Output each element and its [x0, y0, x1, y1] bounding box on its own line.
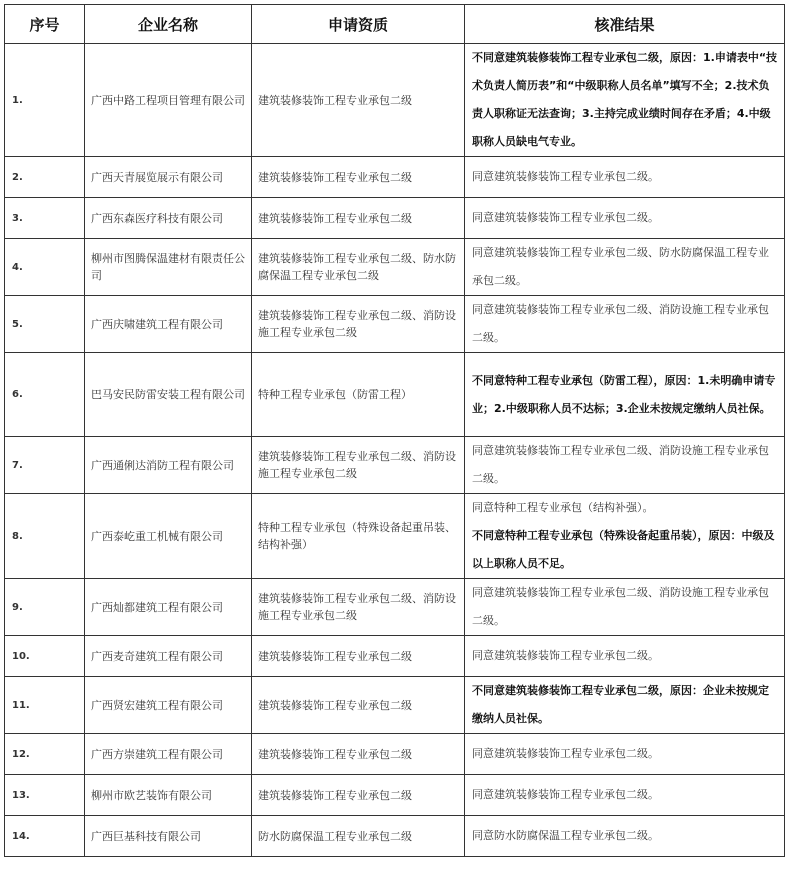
- applied-qualification: 建筑装修装饰工程专业承包二级: [252, 775, 465, 816]
- company-name: 广西方崇建筑工程有限公司: [85, 734, 252, 775]
- applied-qualification: 建筑装修装饰工程专业承包二级: [252, 636, 465, 677]
- table-row: [5, 579, 785, 636]
- applied-qualification: 建筑装修装饰工程专业承包二级、消防设施工程专业承包二级: [252, 296, 465, 353]
- applied-qualification: 特种工程专业承包（特殊设备起重吊装、结构补强）: [252, 494, 465, 579]
- applied-qualification: 建筑装修装饰工程专业承包二级: [252, 198, 465, 239]
- approval-result: 同意建筑装修装饰工程专业承包二级。: [465, 636, 785, 677]
- company-name: 巴马安民防雷安装工程有限公司: [85, 353, 252, 437]
- applied-qualification: 建筑装修装饰工程专业承包二级: [252, 734, 465, 775]
- row-number: 1.: [5, 44, 85, 157]
- applied-qualification: 建筑装修装饰工程专业承包二级: [252, 157, 465, 198]
- table-row: [5, 157, 785, 198]
- table-row: [5, 494, 785, 579]
- company-name: 广西庆啸建筑工程有限公司: [85, 296, 252, 353]
- company-name: 广西灿都建筑工程有限公司: [85, 579, 252, 636]
- result-rejected-text: 不同意特种工程专业承包（特殊设备起重吊装），原因：中级及以上职称人员不足。: [472, 529, 775, 570]
- applied-qualification: 建筑装修装饰工程专业承包二级: [252, 677, 465, 734]
- company-name: 广西贤宏建筑工程有限公司: [85, 677, 252, 734]
- row-number: 4.: [5, 239, 85, 296]
- approval-result: 同意建筑装修装饰工程专业承包二级。: [465, 157, 785, 198]
- approval-table: [4, 4, 785, 857]
- table-row: [5, 775, 785, 816]
- approval-result: 同意建筑装修装饰工程专业承包二级。: [465, 198, 785, 239]
- table-row: [5, 198, 785, 239]
- approval-result: [465, 494, 785, 579]
- approval-result: [465, 44, 785, 157]
- company-name: 广西泰屹重工机械有限公司: [85, 494, 252, 579]
- applied-qualification: 建筑装修装饰工程专业承包二级、防水防腐保温工程专业承包二级: [252, 239, 465, 296]
- applied-qualification: 特种工程专业承包（防雷工程）: [252, 353, 465, 437]
- company-name: 广西天青展览展示有限公司: [85, 157, 252, 198]
- row-number: 13.: [5, 775, 85, 816]
- table-row: [5, 296, 785, 353]
- applied-qualification: 建筑装修装饰工程专业承包二级、消防设施工程专业承包二级: [252, 579, 465, 636]
- company-name: 广西通俐达消防工程有限公司: [85, 437, 252, 494]
- table-row: [5, 734, 785, 775]
- table-row: [5, 353, 785, 437]
- result-rejected-text: 不同意特种工程专业承包（防雷工程），原因：1.未明确申请专业；2.中级职称人员不达标；3.企业未按规定缴纳人员社保。: [472, 373, 776, 415]
- approval-result: 同意建筑装修装饰工程专业承包二级、消防设施工程专业承包二级。: [465, 296, 785, 353]
- table-row: [5, 816, 785, 857]
- approval-result: [465, 677, 785, 734]
- row-number: 11.: [5, 677, 85, 734]
- table-row: [5, 677, 785, 734]
- approval-result: 同意建筑装修装饰工程专业承包二级。: [465, 734, 785, 775]
- header-no: 序号: [5, 5, 85, 44]
- approval-result: [465, 353, 785, 437]
- row-number: 5.: [5, 296, 85, 353]
- header-result: 核准结果: [465, 5, 785, 44]
- result-approved-text: 同意特种工程专业承包（结构补强）。: [472, 501, 654, 514]
- row-number: 6.: [5, 353, 85, 437]
- company-name: 广西中路工程项目管理有限公司: [85, 44, 252, 157]
- header-company: 企业名称: [85, 5, 252, 44]
- approval-table-container: [4, 4, 785, 857]
- table-row: [5, 437, 785, 494]
- approval-result: 同意建筑装修装饰工程专业承包二级、防水防腐保温工程专业承包二级。: [465, 239, 785, 296]
- table-header-row: [5, 5, 785, 44]
- table-row: [5, 44, 785, 157]
- company-name: 广西东森医疗科技有限公司: [85, 198, 252, 239]
- approval-result: 同意建筑装修装饰工程专业承包二级、消防设施工程专业承包二级。: [465, 437, 785, 494]
- table-row: [5, 239, 785, 296]
- table-row: [5, 636, 785, 677]
- applied-qualification: 防水防腐保温工程专业承包二级: [252, 816, 465, 857]
- row-number: 12.: [5, 734, 85, 775]
- result-rejected-text: 不同意建筑装修装饰工程专业承包二级，原因：企业未按规定缴纳人员社保。: [472, 684, 769, 725]
- row-number: 3.: [5, 198, 85, 239]
- applied-qualification: 建筑装修装饰工程专业承包二级、消防设施工程专业承包二级: [252, 437, 465, 494]
- approval-result: 同意建筑装修装饰工程专业承包二级。: [465, 775, 785, 816]
- row-number: 7.: [5, 437, 85, 494]
- company-name: 柳州市图腾保温建材有限责任公司: [85, 239, 252, 296]
- header-qualification: 申请资质: [252, 5, 465, 44]
- approval-result: 同意防水防腐保温工程专业承包二级。: [465, 816, 785, 857]
- row-number: 2.: [5, 157, 85, 198]
- row-number: 9.: [5, 579, 85, 636]
- company-name: 广西巨基科技有限公司: [85, 816, 252, 857]
- company-name: 广西麦奇建筑工程有限公司: [85, 636, 252, 677]
- company-name: 柳州市欧艺装饰有限公司: [85, 775, 252, 816]
- row-number: 14.: [5, 816, 85, 857]
- row-number: 10.: [5, 636, 85, 677]
- result-rejected-text: 不同意建筑装修装饰工程专业承包二级，原因：1.申请表中“技术负责人简历表”和“中级职称人员名单”填写不全；2.技术负责人职称证无法查询；3.主持完成业绩时间存在矛盾；4.中级职称人员缺电气专业。: [472, 51, 778, 148]
- approval-result: 同意建筑装修装饰工程专业承包二级、消防设施工程专业承包二级。: [465, 579, 785, 636]
- applied-qualification: 建筑装修装饰工程专业承包二级: [252, 44, 465, 157]
- row-number: 8.: [5, 494, 85, 579]
